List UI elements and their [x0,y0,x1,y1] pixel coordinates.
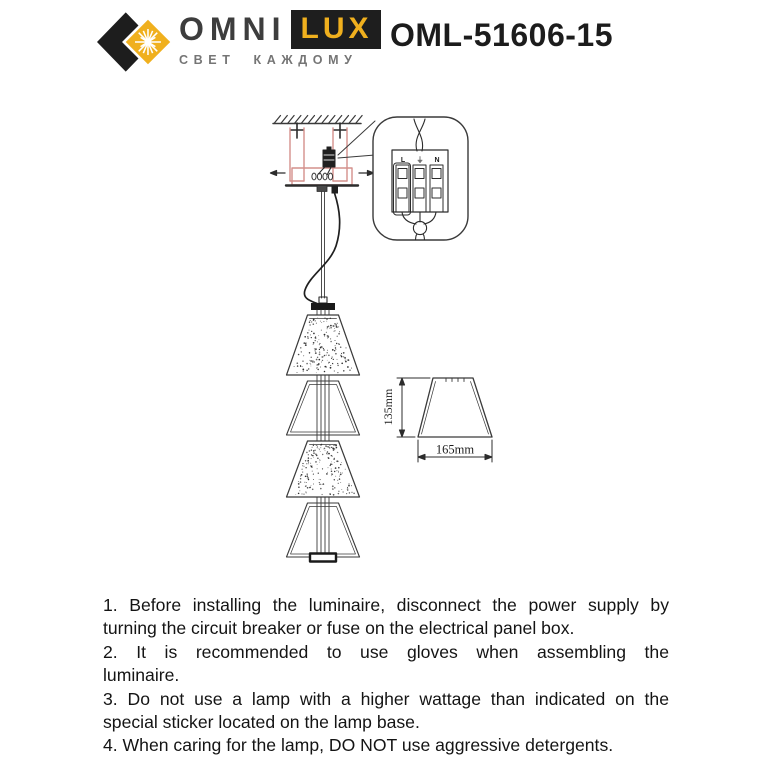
callout-leader-lines [338,121,375,158]
brand-text [179,6,381,67]
dimension-shade-outline [418,378,492,437]
suspension-rod-and-cable [304,186,339,305]
instruction-item-4: 4. When caring for the lamp, DO NOT use aggressive detergents. [103,735,614,756]
wiring-callout-bubble [373,117,468,240]
mounting-screws [291,123,347,138]
mounting-brackets [290,128,352,185]
height-dimension-label: 135mm [381,388,395,426]
instruction-item-2: 2. It is recommended to use gloves when assembling the luminaire. [103,641,669,686]
svg-text:⏚: ⏚ [416,157,424,164]
brand-lux: LUX [291,10,381,49]
svg-text:L: L [400,157,406,164]
width-dimension-label: 165mm [435,442,475,457]
lamp-bottom-cap [310,554,336,562]
slide-direction-arrows [271,171,374,176]
brand-logo [97,6,381,78]
lamp-shade-2 [287,381,360,435]
ceiling-hatching [273,116,362,124]
lamp-top-cap [311,303,335,310]
safety-instructions [103,594,669,758]
instruction-item-3: 3. Do not use a lamp with a higher wattage than indicated on the special sticker located on the lamp base. [103,688,669,733]
dimension-drawing [381,378,492,462]
model-number: OML-51606-15 [390,17,613,53]
shade-2-inner-line [291,385,356,433]
omnilux-diamond-icon [97,6,173,78]
instruction-item-1: 1. Before installing the luminaire, disconnect the power supply by turning the circuit breaker or fuse on the electrical panel box. [103,595,669,639]
logo-star-center [145,39,152,46]
power-cable-curve [304,193,339,304]
cable-gland [317,186,327,192]
lamp-neck [319,297,327,303]
brand-omni: OMNI [179,11,287,47]
lamp-shade-4 [287,503,360,557]
brand-tagline: СВЕТ КАЖДОМУ [179,53,358,67]
shade-4-inner-line [291,507,356,555]
installation-diagram [240,95,540,595]
svg-text:N: N [434,157,440,164]
canopy-vent-holes [312,173,333,180]
pendant-lamp-drawing [287,297,360,562]
